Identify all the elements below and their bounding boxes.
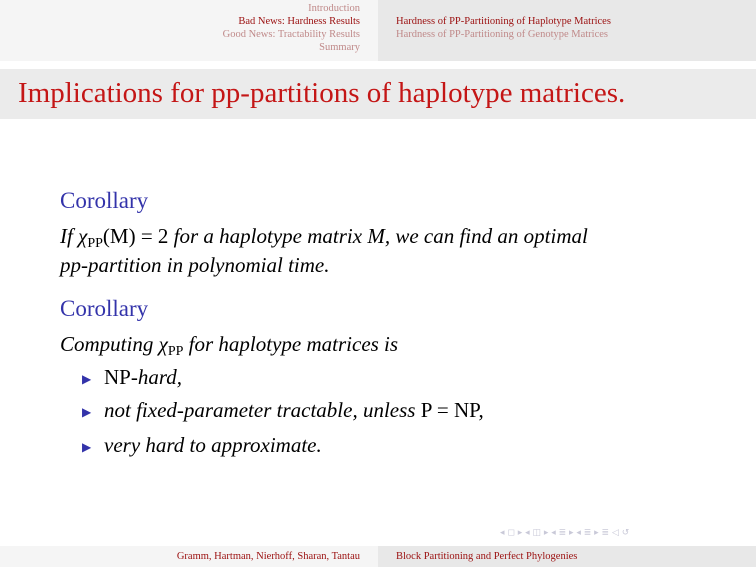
section-navigation [0,0,378,61]
footer-title-bar [378,546,756,567]
list-item-fpt [104,398,484,423]
nav-section-summary[interactable]: Summary [319,42,360,53]
footer-authors-bar [0,546,378,567]
list-item-approx: very hard to approximate. [104,433,322,457]
chi-subscript: PP [87,236,103,251]
chi-symbol: χ [78,224,88,248]
corollary-2-pre: Computing [60,332,159,356]
chi-subscript: PP [167,344,184,359]
hard-label: -hard, [130,365,182,389]
list-item-np-hard [104,365,182,390]
footer-authors: Gramm, Hartman, Nierhoff, Sharan, Tantau [176,551,360,562]
corollary-2-post: for haplotype matrices is [183,332,399,356]
np-label: NP [104,365,131,389]
bullet-marker-3: ▶ [82,440,92,454]
frame-title: Implications for pp-partitions of haplotype matrices. [18,77,626,109]
p-equals-np: P = NP, [420,398,484,422]
nav-section-hardness[interactable]: Bad News: Hardness Results [238,16,360,27]
nav-subsection-haplotype[interactable]: Hardness of PP-Partitioning of Haplotype Matrices [396,16,611,27]
corollary-1-title: Corollary [60,188,149,213]
corollary-2-title: Corollary [60,296,149,321]
header-navigation [0,0,756,61]
chi-argument: (M) = 2 [102,224,169,248]
fpt-label: not fixed-parameter tractable, unless [104,398,421,422]
chi-symbol: χ [158,332,168,356]
footer-talk-title: Block Partitioning and Perfect Phylogenies [396,551,578,562]
nav-subsection-genotype[interactable]: Hardness of PP-Partitioning of Genotype Matrices [396,29,609,40]
corollary-1-tail: , we can find an optimal [384,224,588,248]
nav-section-tractability[interactable]: Good News: Tractability Results [222,29,360,40]
corollary-1-if: If [60,224,79,248]
corollary-1-rest: for a haplotype matrix [168,224,368,248]
corollary-1-line-2: pp-partition in polynomial time. [60,253,330,277]
bullet-marker-2: ▶ [82,405,92,419]
corollary-1-line-1 [60,222,588,254]
frame-title-bar [0,69,756,119]
matrix-symbol: M [367,224,385,248]
nav-section-introduction[interactable]: Introduction [308,3,360,14]
bullet-marker-1: ▶ [82,372,92,386]
beamer-navigation-icons[interactable]: ◂ ◻ ▸ ◂ ◫ ▸ ◂ ≣ ▸ ◂ ≣ ▸ ≣ ◁ ↺ [500,528,630,538]
subsection-navigation [378,0,756,61]
corollary-2-intro [60,330,398,362]
